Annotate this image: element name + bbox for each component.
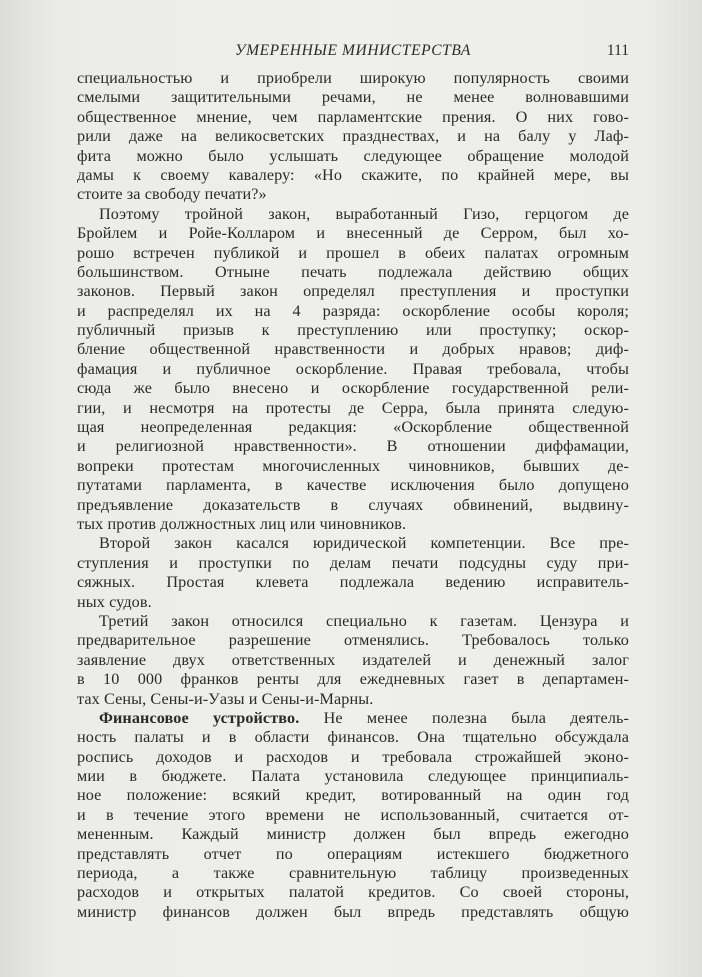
paragraph xyxy=(77,709,629,922)
page-number: 111 xyxy=(606,42,629,59)
text-line: ность палаты и в области финансов. Она тщательно обсуждала xyxy=(77,728,629,747)
text-line: специальностью и приобрели широкую популярность своими xyxy=(77,69,629,87)
text-line: гии, и несмотря на протесты де Серра, была принята следую- xyxy=(77,398,629,417)
text-line: и распределял их на 4 разряда: оскорбление особы короля; xyxy=(77,301,629,320)
text-line: мии в бюджете. Палата установила следующее принципиаль- xyxy=(77,767,629,786)
text-line: в 10 000 франков ренты для ежедневных газет в департамен- xyxy=(77,670,629,689)
text-line: периода, а также сравнительную таблицу произведенных xyxy=(77,864,629,883)
text-run: Не менее полезна была деятель- xyxy=(299,708,629,727)
text-line: министр финансов должен был впредь представлять общую xyxy=(77,902,629,921)
text-line: путатами парламента, в качестве исключения было допущено xyxy=(77,476,629,495)
text-line: Бройлем и Ройе-Колларом и внесенный де Серром, был хо- xyxy=(77,224,629,243)
text-line: фамация и публичное оскорбление. Правая требовала, чтобы xyxy=(77,359,629,378)
text-line: рошо встречен публикой и прошел в обеих палатах огромным xyxy=(77,243,629,262)
text-line: и религиозной нравственности». В отношении диффамации, xyxy=(77,437,629,456)
text-line: тах Сены, Сены-и-Уазы и Сены-и-Марны. xyxy=(77,689,374,708)
text-line: заявление двух ответственных издателей и денежный залог xyxy=(77,650,629,669)
text-line: тых против должностных лиц или чиновников. xyxy=(77,514,407,533)
text-line: большинством. Отныне печать подлежала действию общих xyxy=(77,262,629,281)
text-line: ступления и проступки по делам печати подсудны суду при- xyxy=(77,553,629,572)
paragraph xyxy=(77,205,629,535)
text-line: Поэтому тройной закон, выработанный Гизо, герцогом де xyxy=(99,204,629,223)
text-line: мененным. Каждый министр должен был впредь ежегодно xyxy=(77,825,629,844)
text-line: сяжных. Простая клевета подлежала ведению исправитель- xyxy=(77,573,629,592)
text-line: законов. Первый закон определял преступления и проступки xyxy=(77,282,629,301)
text-line: Второй закон касался юридической компетенции. Все пре- xyxy=(99,534,629,553)
text-line: и в течение этого времени не использованный, считается от- xyxy=(77,805,629,824)
text-line: представлять отчет по операциям истекшего бюджетного xyxy=(77,844,629,863)
text-line: предъявление доказательств в случаях обвинений, выдвину- xyxy=(77,495,629,514)
text-line xyxy=(77,709,629,728)
running-header xyxy=(77,42,629,62)
running-title: УМЕРЕННЫЕ МИНИСТЕРСТВА xyxy=(235,42,471,59)
paragraph xyxy=(77,69,629,205)
text-line: публичный призыв к преступлению или проступку; оскор- xyxy=(77,321,629,340)
paragraph xyxy=(77,534,629,612)
paragraph xyxy=(77,612,629,709)
text-line: ных судов. xyxy=(77,592,152,611)
text-line: сюда же было внесено и оскорбление государственной рели- xyxy=(77,379,629,398)
text-line: ное положение: всякий кредит, вотированный на один год xyxy=(77,786,629,805)
text-line: расходов и открытых палатой кредитов. Со своей стороны, xyxy=(77,883,629,902)
text-line: рили даже на великосветских празднествах, и на балу у Лаф- xyxy=(77,127,629,146)
text-line: роспись доходов и расходов и требовала строжайшей эконо- xyxy=(77,747,629,766)
text-line: щая неопределенная редакция: «Оскорбление общественной xyxy=(77,418,629,437)
text-line: стоите за свободу печати?» xyxy=(77,185,267,204)
text-line: фита можно было услышать следующее обращение молодой xyxy=(77,146,629,165)
text-line: общественное мнение, чем парламентские прения. О них гово- xyxy=(77,107,629,126)
text-line: Третий закон относился специально к газетам. Цензура и xyxy=(99,611,629,630)
text-line: вопреки протестам многочисленных чиновников, бывших де- xyxy=(77,456,629,475)
text-line: предварительное разрешение отменялись. Требовалось только xyxy=(77,631,629,650)
section-heading: Финансовое устройство. xyxy=(99,708,300,727)
page-body-text xyxy=(77,69,629,922)
text-line: бление общественной нравственности и добрых нравов; диф- xyxy=(77,340,629,359)
text-line: дамы к своему кавалеру: «Но скажите, по крайней мере, вы xyxy=(77,165,629,184)
text-line: смелыми защитительными речами, не менее волновавшими xyxy=(77,88,629,107)
